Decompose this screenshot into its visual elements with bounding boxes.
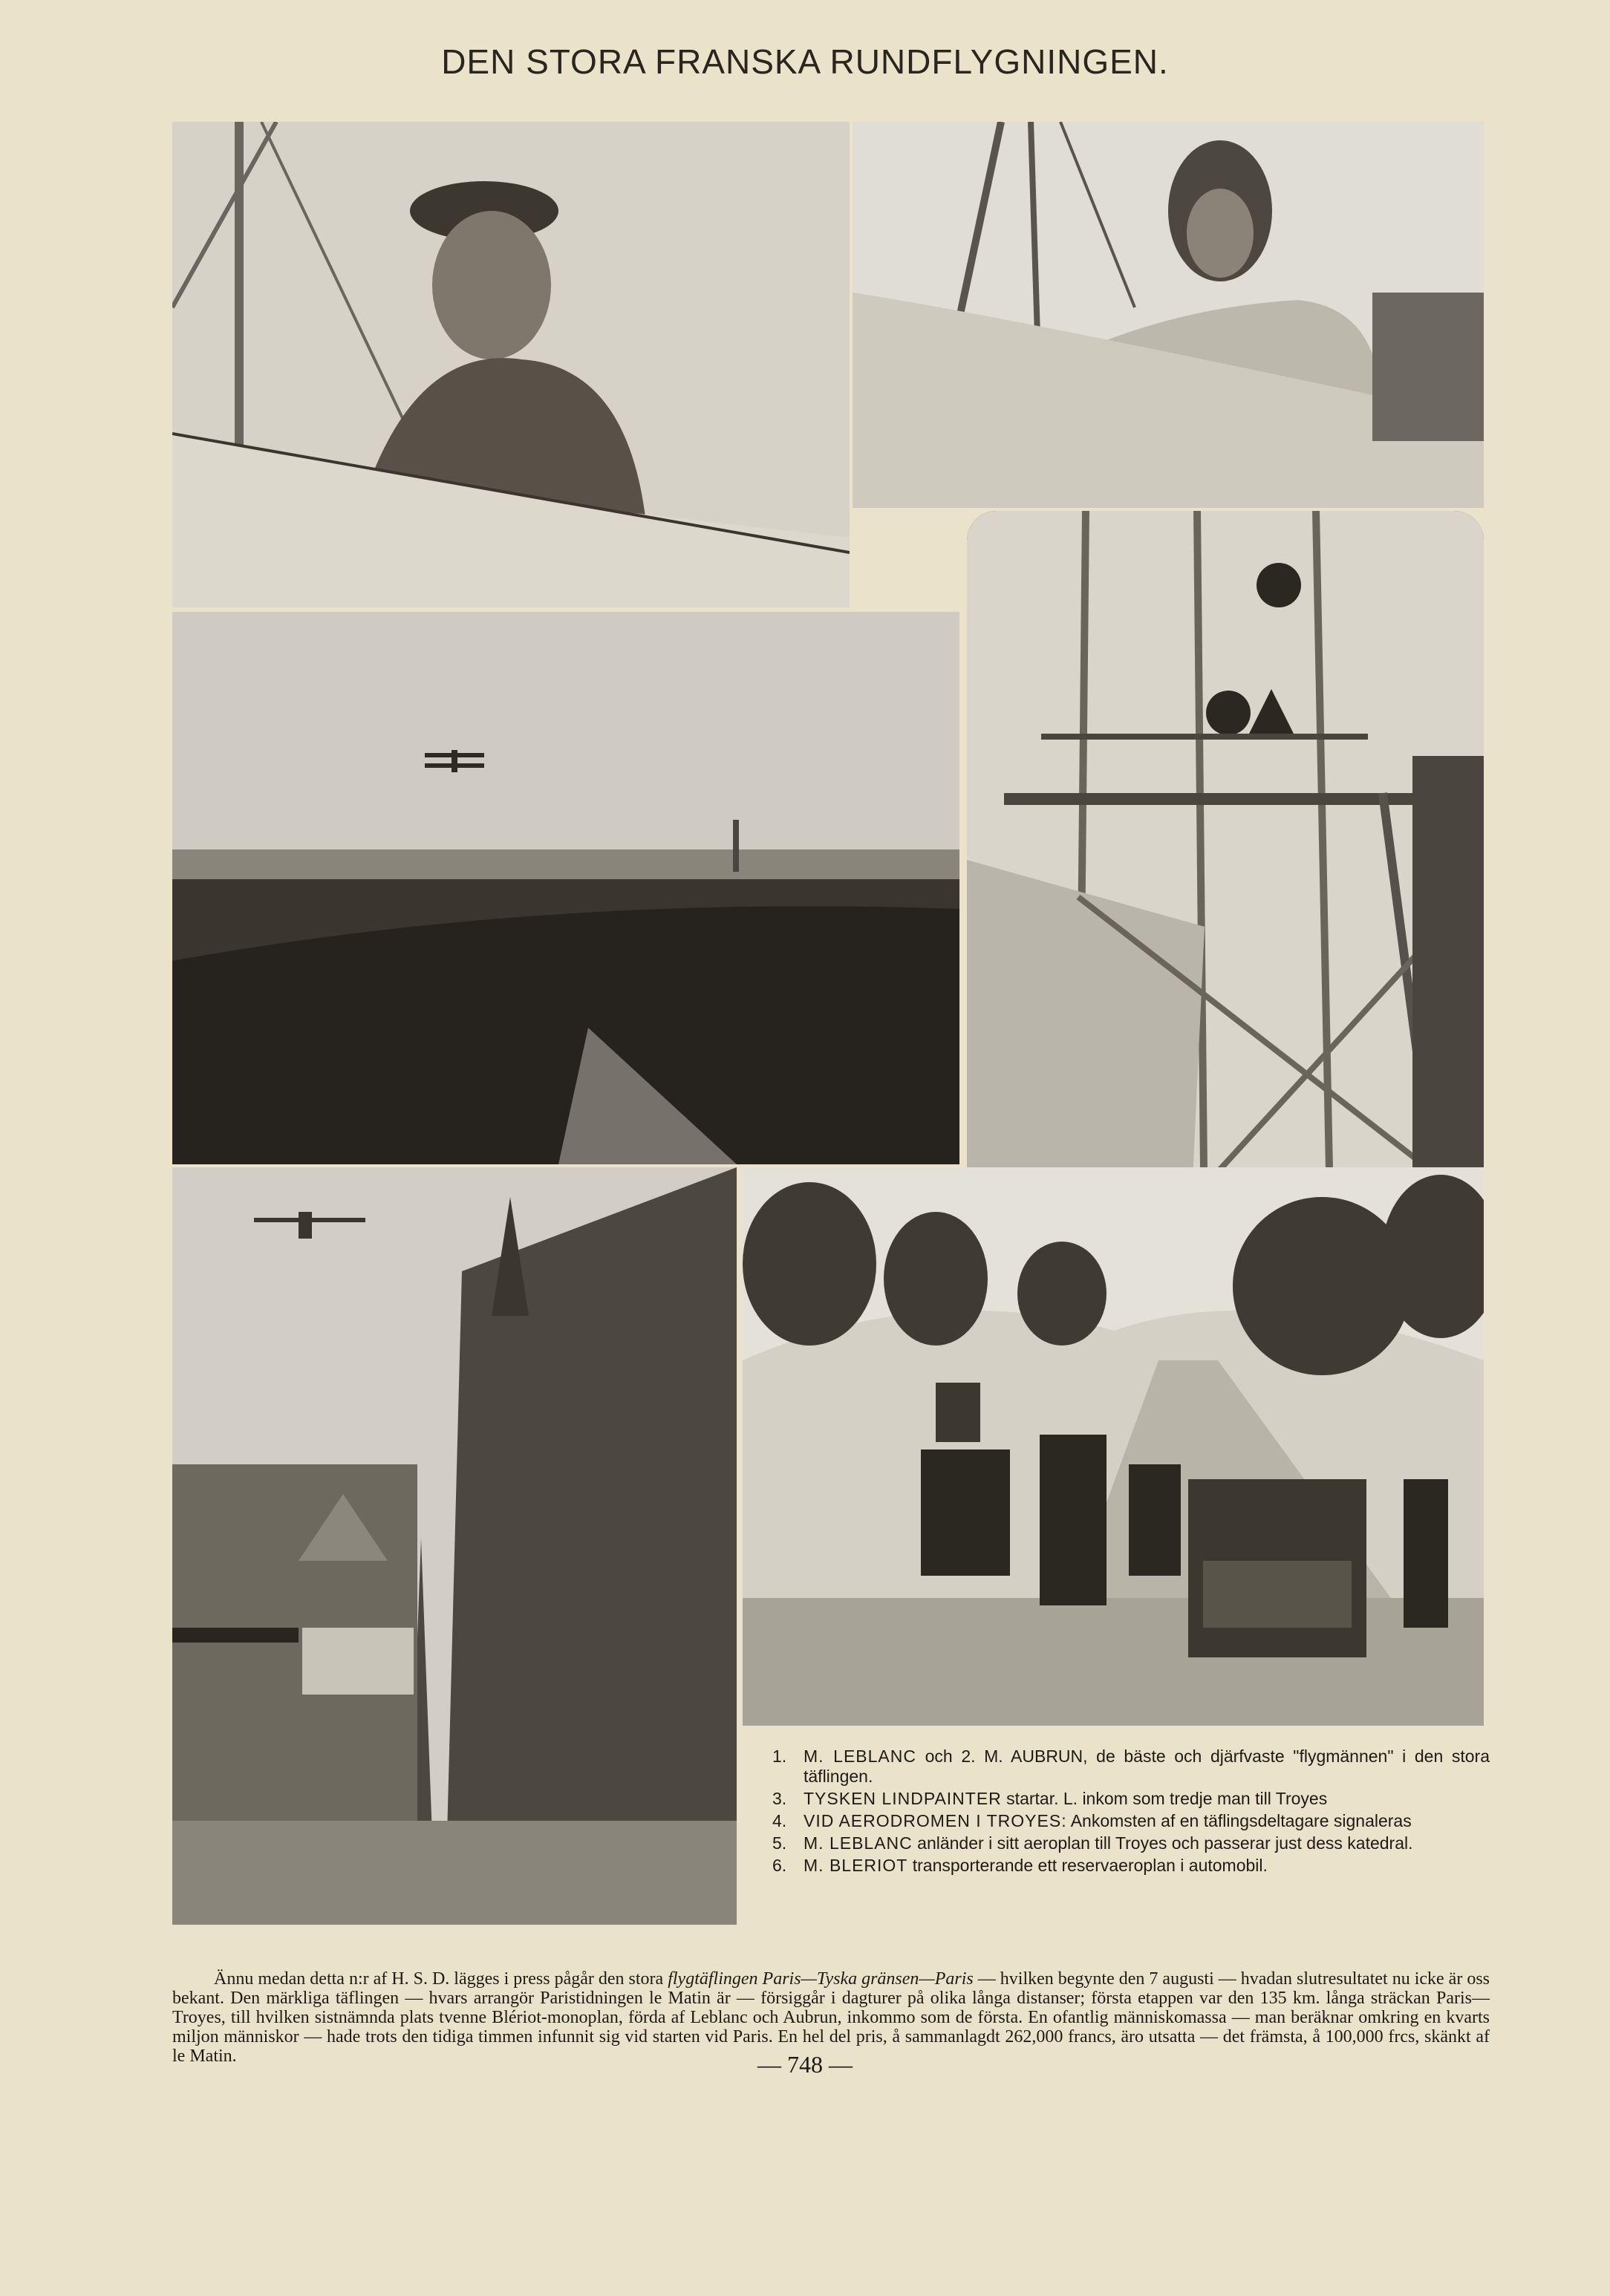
caption-lead: M. BLERIOT bbox=[804, 1856, 908, 1875]
photo-bleriot-automobile bbox=[743, 1167, 1484, 1726]
photo-troyes-cathedral bbox=[172, 1167, 737, 1925]
photo-3-image bbox=[172, 612, 959, 1164]
photo-leblanc-portrait bbox=[172, 122, 850, 607]
caption-lead: M. LEBLANC bbox=[804, 1747, 916, 1766]
caption-rest: och 2. M. AUBRUN, de bäste och djärfvaste "flygmännen" i den stora täflingen. bbox=[804, 1747, 1490, 1786]
caption-lead: M. LEBLANC bbox=[804, 1833, 913, 1853]
photo-captions bbox=[772, 1747, 1490, 1878]
photo-aerodrome-tower bbox=[967, 511, 1484, 1243]
caption-number: 1. bbox=[772, 1747, 787, 1766]
caption-item bbox=[772, 1789, 1490, 1809]
caption-number: 6. bbox=[772, 1856, 787, 1875]
caption-text bbox=[804, 1747, 1490, 1787]
caption-lead: TYSKEN LINDPAINTER bbox=[804, 1789, 1002, 1808]
caption-item bbox=[772, 1833, 1490, 1853]
page-number: — 748 — bbox=[757, 2051, 853, 2078]
photo-aubrun-portrait bbox=[853, 122, 1484, 508]
caption-text bbox=[804, 1811, 1490, 1831]
caption-lead: VID AERODROMEN I TROYES: bbox=[804, 1811, 1067, 1830]
caption-text bbox=[804, 1833, 1490, 1853]
caption-rest: anländer i sitt aeroplan till Troyes och passerar just dess katedral. bbox=[912, 1833, 1413, 1853]
article-italic: flygtäflingen Paris—Tyska gränsen—Paris bbox=[668, 1969, 974, 1989]
caption-number: 4. bbox=[772, 1811, 787, 1830]
caption-text bbox=[804, 1789, 1490, 1809]
photo-crowd-start bbox=[172, 612, 959, 1164]
article-part-1: Ännu medan detta n:r af H. S. D. lägges i press pågår den stora bbox=[214, 1969, 668, 1989]
photo-1-image bbox=[172, 122, 850, 607]
caption-number: 3. bbox=[772, 1789, 787, 1808]
photo-5-image bbox=[172, 1167, 737, 1925]
caption-rest: startar. L. inkom som tredje man till Troyes bbox=[1001, 1789, 1328, 1808]
page-title: DEN STORA FRANSKA RUNDFLYGNINGEN. bbox=[441, 42, 1169, 81]
caption-item bbox=[772, 1811, 1490, 1831]
caption-item bbox=[772, 1856, 1490, 1876]
caption-item bbox=[772, 1747, 1490, 1787]
photo-2-image bbox=[853, 122, 1484, 508]
caption-text bbox=[804, 1856, 1490, 1876]
photo-4-image bbox=[967, 511, 1484, 1243]
caption-rest: Ankomsten af en täflingsdeltagare signaleras bbox=[1066, 1811, 1412, 1830]
article-part-2: — hvilken begynte den 7 augusti — hvadan slutresultatet nu icke är oss bekant. Den märkliga täflingen — hvars arrangör Paristidningen le Matin är — försiggår i dagturer på olika långa distanser; första etappen var den 135 km. långa sträckan Paris—Troyes, till hvilken sistnämnda plats tvenne Blériot-monoplan, förda af Leblanc och Aubrun, inkommo som de första. En ofantlig människomassa — man beräknar omkring en kvarts miljon människor — hade trots den tidiga timmen infunnit sig vid starten vid Paris. En hel del pris, å sammanlagdt 262,000 francs, äro utsatta — det främsta, å 100,000 frcs, skänkt af le Matin. bbox=[172, 1969, 1490, 2066]
caption-number: 5. bbox=[772, 1833, 787, 1853]
caption-rest: transporterande ett reservaeroplan i automobil. bbox=[907, 1856, 1268, 1875]
photo-6-image bbox=[743, 1167, 1484, 1726]
